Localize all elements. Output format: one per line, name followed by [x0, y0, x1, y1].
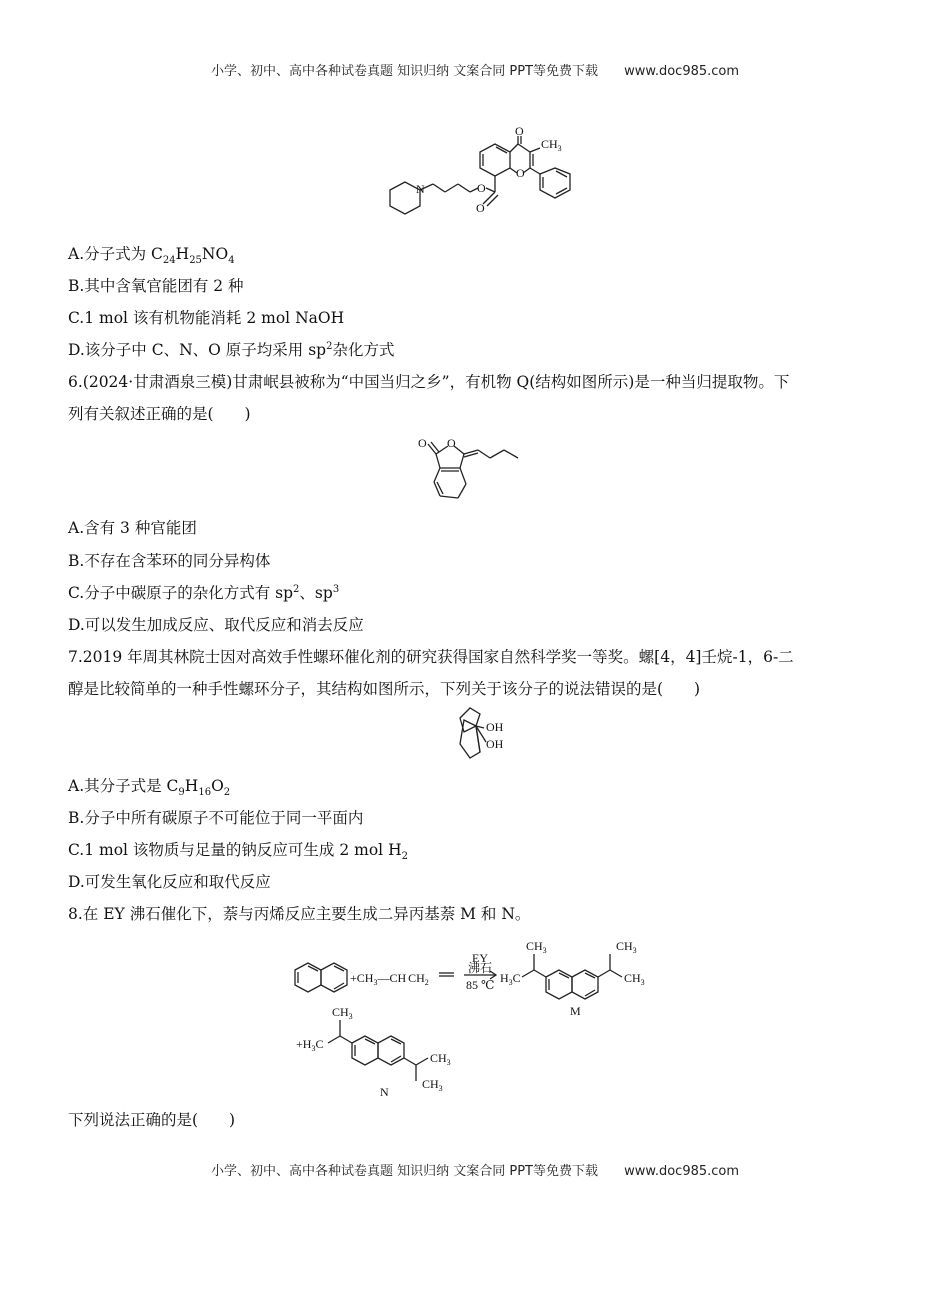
q7-stem-line2: 醇是比较简单的一种手性螺环分子，其结构如图所示，下列关于该分子的说法错误的是( ) — [68, 680, 701, 698]
footer-text: 小学、初中、高中各种试卷真题 知识归纳 文案合同 PPT等免费下载 — [210, 1164, 598, 1179]
q8-n-ch3-top: CH — [332, 1005, 349, 1019]
q7-oh1-label: OH — [486, 720, 504, 734]
q5-option-c: C.1 mol 该有机物能消耗 2 mol NaOH — [68, 309, 345, 327]
q8-m-ch3-right-top: CH — [616, 939, 633, 953]
q8-n-ch3-right: CH — [430, 1051, 447, 1065]
q8-condition-ey: EY — [472, 951, 488, 965]
q5-structure-figure — [370, 124, 590, 236]
page-footer — [0, 1160, 950, 1179]
q8-label-m: M — [570, 1004, 581, 1018]
svg-text:CH3: $CH_3$ — [430, 1051, 451, 1067]
footer-site: www.doc985.com — [624, 1164, 740, 1179]
svg-text:+H3C: $+H_3C$ — [296, 1037, 324, 1053]
svg-text:CH3: $CH_3$ — [332, 1005, 353, 1021]
q5-ester-carbonyl-o-label: O — [476, 201, 485, 215]
svg-text:CH3: $CH_3$ — [624, 971, 645, 987]
q7-oh2-label: OH — [486, 737, 504, 751]
q5-carbonyl-o-label: O — [515, 124, 524, 138]
q7-option-d: D.可发生氧化反应和取代反应 — [68, 873, 271, 891]
q5-n-label: N — [416, 182, 425, 196]
q8-plus-ch3: +CH — [350, 971, 374, 985]
q8-question: 下列说法正确的是( ) — [68, 1111, 236, 1129]
q6-carbonyl-o-label: O — [418, 436, 427, 450]
q5-option-b: B.其中含氧官能团有 2 种 — [68, 277, 244, 295]
q6-stem-line2: 列有关叙述正确的是( ) — [68, 405, 251, 423]
header-site: www.doc985.com — [624, 64, 740, 79]
q6-ring-o-label: O — [447, 436, 456, 450]
q6-option-b: B.不存在含苯环的同分异构体 — [68, 552, 271, 570]
q8-m-ch3-right: CH — [624, 971, 641, 985]
q8-condition-zeolite: 沸石 — [468, 961, 493, 975]
q6-molecule-svg — [410, 430, 540, 510]
q8-m-ch3-top: CH — [526, 939, 543, 953]
q8-label-n: N — [380, 1085, 389, 1099]
q5-ester-o-label: O — [477, 181, 486, 195]
q5-option-a: A.分子式为 $C_{24}H_{25}NO_4$ — [68, 245, 235, 267]
q8-m-h3c: H — [500, 971, 509, 985]
q6-option-d: D.可以发生加成反应、取代反应和消去反应 — [68, 616, 364, 634]
q6-stem-line1: 6.(2024·甘肃酒泉三模)甘肃岷县被称为“中国当归之乡”，有机物 Q(结构如图所示)是一种当归提取物。下 — [68, 373, 790, 391]
q7-option-b: B.分子中所有碳原子不可能位于同一平面内 — [68, 809, 364, 827]
q7-molecule-svg — [440, 704, 540, 770]
q8-condition-temp: 85 ℃ — [466, 978, 495, 992]
q7-structure-figure — [440, 704, 540, 770]
svg-text:CH3: $CH_3$ — [526, 939, 547, 955]
q8-stem: 8.在 EY 沸石催化下，萘与丙烯反应主要生成二异丙基萘 M 和 N。 — [68, 905, 531, 923]
q5-methyl-sub: 3 — [557, 144, 562, 153]
svg-text:CH3 — [541, 137, 562, 153]
q6-option-a: A.含有 3 种官能团 — [68, 519, 197, 537]
q8-n-ch3-bottom: CH — [422, 1077, 439, 1091]
q5-option-d: D.该分子中 C、N、O 原子均采用 $sp^2$杂化方式 — [68, 340, 395, 359]
q7-stem-line1: 7.2019 年周其林院士因对高效手性螺环催化剂的研究获得国家自然科学奖一等奖。螺[4，4]壬烷-1，6-二 — [68, 648, 794, 666]
q6-option-c: C.分子中碳原子的杂化方式有 $sp^2$、$sp^3$ — [68, 583, 340, 602]
q5-methyl-label: CH — [541, 137, 558, 151]
header-text: 小学、初中、高中各种试卷真题 知识归纳 文案合同 PPT等免费下载 — [210, 64, 598, 79]
q5-ring-o-label: O — [516, 166, 525, 180]
q8-n-plus-h3c: +H — [296, 1037, 312, 1051]
q5-molecule-svg — [370, 124, 590, 236]
svg-text:H3C: $H_3C$ — [500, 971, 521, 987]
svg-text:CH3: $CH_3$ — [422, 1077, 443, 1093]
svg-text:+CH3—CHCH2: $+CH_3—CH$ $CH_2$ — [350, 971, 429, 987]
page-header — [0, 60, 950, 79]
q6-structure-figure — [410, 430, 540, 510]
svg-text:CH3: $CH_3$ — [616, 939, 637, 955]
q7-option-c: C.1 mol 该物质与足量的钠反应可生成 2 mol $H_2$ — [68, 841, 408, 863]
q7-option-a: A.其分子式是 $C_9H_{16}O_2$ — [68, 777, 231, 799]
q8-reaction-svg — [290, 930, 670, 1100]
q8-reaction-figure — [290, 930, 670, 1100]
